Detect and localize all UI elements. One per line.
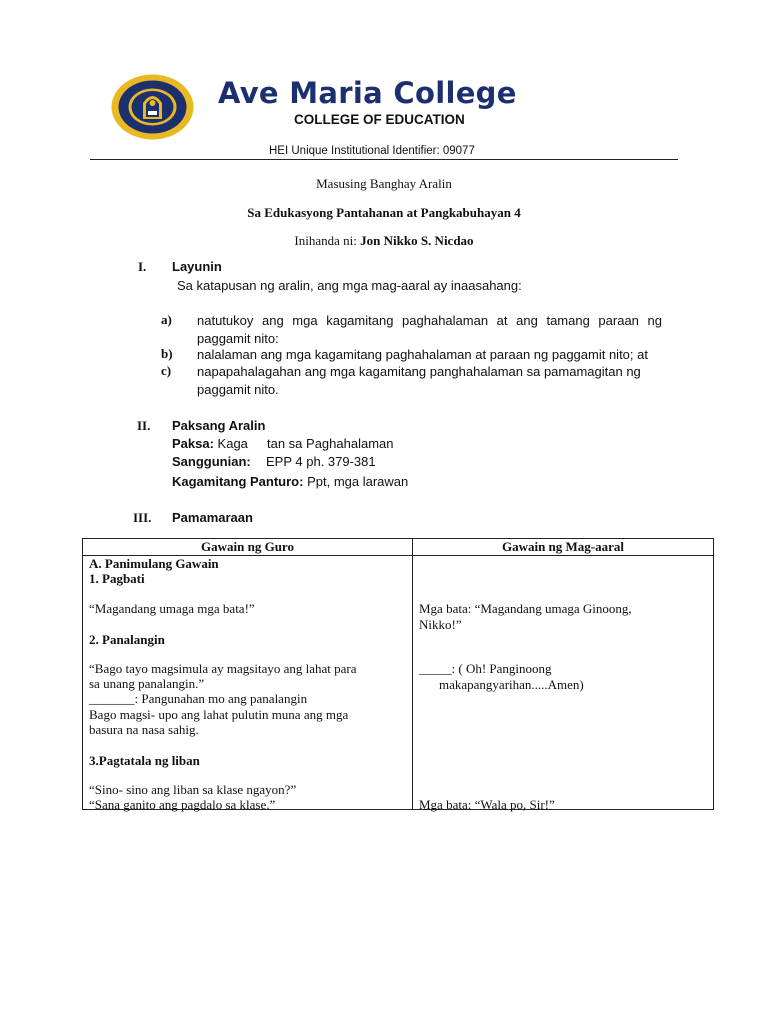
student-activity-cell (413, 556, 714, 810)
teacher-attendance-line-2: “Sana ganito ang pagdalo sa klase.” (89, 797, 276, 812)
prepared-by-label: Inihanda ni: (294, 233, 357, 248)
objective-c-text: napapahalagahan ang mga kagamitang panghahalaman sa pamamagitan ng paggamit nito. (197, 364, 641, 397)
objective-c-letter: c) (161, 363, 172, 378)
kagamitan-value: Ppt, mga larawan (307, 474, 409, 489)
college-name: Ave Maria College (218, 76, 517, 110)
section-3-number: III. (133, 510, 152, 525)
header-divider (90, 159, 678, 160)
teacher-prayer-line-3: _______: Pangunahan mo ang panalangin (89, 691, 308, 706)
sanggunian-label: Sanggunian: (172, 454, 251, 469)
teacher-prayer-line-2: sa unang panalangin.” (89, 676, 205, 691)
teacher-activity-cell (83, 556, 413, 810)
pagtatala-heading: 3.Pagtatala ng liban (89, 753, 200, 768)
student-greeting-line-2: Nikko!” (419, 617, 462, 632)
header-teacher-activity: Gawain ng Guro (83, 539, 413, 556)
kagamitan-label: Kagamitang Panturo: (172, 474, 304, 489)
objective-b-text: nalalaman ang mga kagamitang paghahalaman at paraan ng paggamit nito; at (197, 347, 648, 362)
section-1-title: Layunin (172, 259, 222, 274)
lesson-plan-title: Masusing Banghay Aralin (316, 176, 452, 191)
objectives-intro: Sa katapusan ng aralin, ang mga mag-aaral ay inaasahang: (177, 278, 522, 293)
author-name: Jon Nikko S. Nicdao (360, 233, 474, 248)
paksa-label: Paksa: (172, 436, 214, 451)
paksa-value-part1: Kaga (217, 436, 248, 451)
teacher-prayer-line-5: basura na nasa sahig. (89, 722, 199, 737)
student-attendance-response: Mga bata: “Wala po, Sir!” (419, 797, 555, 812)
student-prayer-line-2: makapangyarihan.....Amen) (439, 677, 584, 692)
section-3-title: Pamamaraan (172, 510, 253, 525)
paksa-row (172, 436, 248, 451)
hei-identifier: HEI Unique Institutional Identifier: 09077 (269, 145, 475, 157)
objective-b-letter: b) (161, 346, 173, 361)
section-1-number: I. (138, 259, 147, 274)
student-prayer-line-1: _____: ( Oh! Panginoong (419, 661, 552, 676)
objective-a-text: natutukoy ang mga kagamitang paghahalaman at ang tamang paraan ng paggamit nito: (197, 313, 662, 346)
teacher-greeting: “Magandang umaga mga bata!” (89, 601, 255, 616)
sanggunian-value: EPP 4 ph. 379-381 (266, 454, 376, 469)
teacher-prayer-line-1: “Bago tayo magsimula ay magsitayo ang lahat para (89, 661, 357, 676)
teacher-prayer-line-4: Bago magsi- upo ang lahat pulutin muna ang mga (89, 707, 349, 722)
college-logo (110, 73, 195, 141)
prepared-by-line (0, 233, 768, 249)
panimulang-gawain-heading: A. Panimulang Gawain (89, 556, 219, 571)
panalangin-heading: 2. Panalangin (89, 632, 165, 647)
objective-a-letter: a) (161, 312, 172, 327)
procedure-table (82, 538, 714, 810)
student-greeting-line-1: Mga bata: “Magandang umaga Ginoong, (419, 601, 632, 616)
section-2-title: Paksang Aralin (172, 418, 266, 433)
pagbati-heading: 1. Pagbati (89, 571, 145, 586)
table-header-row (83, 539, 714, 556)
table-row (83, 556, 714, 810)
department-name: COLLEGE OF EDUCATION (294, 112, 465, 127)
subject-title: Sa Edukasyong Pantahanan at Pangkabuhayan 4 (247, 205, 521, 220)
paksa-value-part2: tan sa Paghahalaman (267, 436, 394, 451)
teacher-attendance-line-1: “Sino- sino ang liban sa klase ngayon?” (89, 782, 297, 797)
section-2-number: II. (137, 418, 151, 433)
header-student-activity: Gawain ng Mag-aaral (413, 539, 714, 556)
kagamitan-row (172, 474, 408, 489)
